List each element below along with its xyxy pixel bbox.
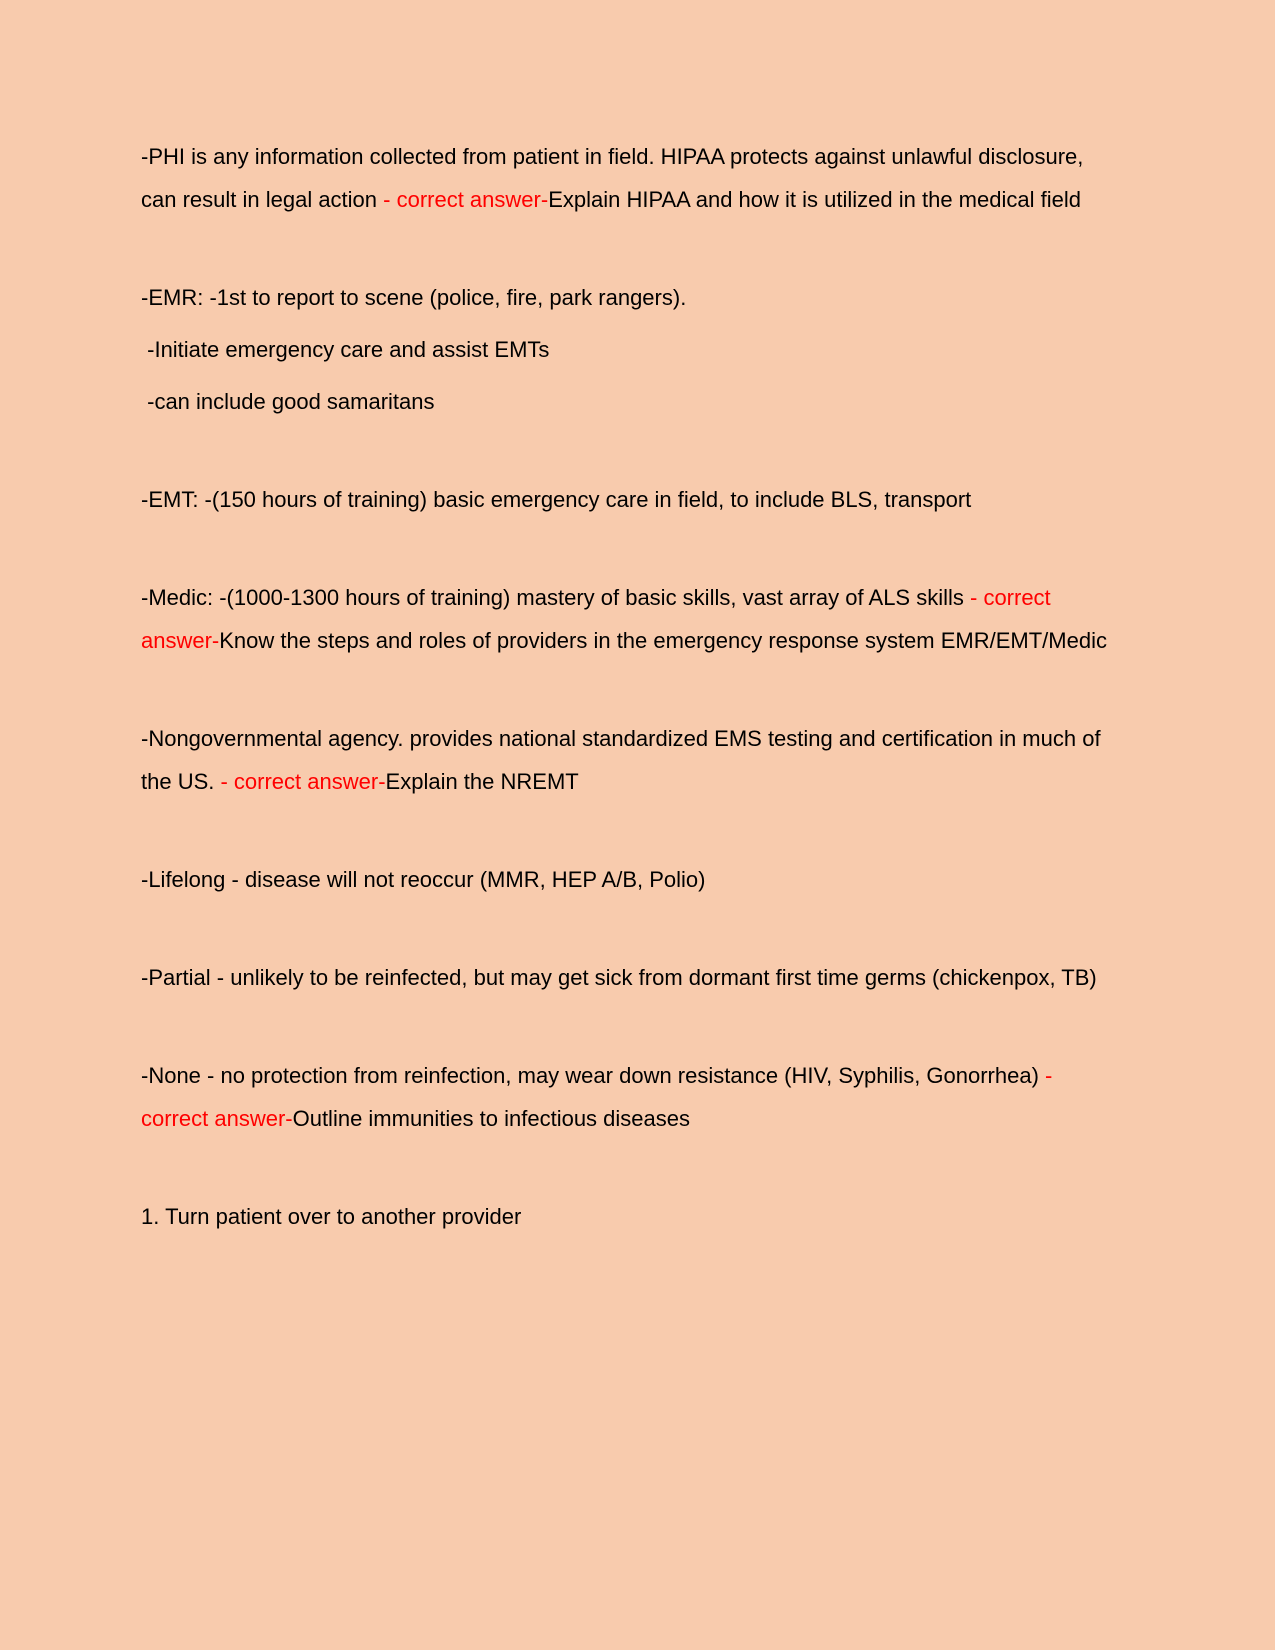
text-segment: -None - no protection from reinfection, may wear down resistance (HIV, Syphilis, Gonorrhea) bbox=[141, 1063, 1046, 1088]
paragraph bbox=[141, 380, 1115, 423]
correct-answer-marker: - correct answer- bbox=[141, 1063, 1059, 1131]
correct-answer-marker: - correct answer- bbox=[141, 585, 1057, 653]
text-segment: Outline immunities to infectious diseases bbox=[292, 1106, 691, 1131]
text-segment: -can include good samaritans bbox=[141, 389, 435, 414]
text-segment: -Lifelong - disease will not reoccur (MMR, HEP A/B, Polio) bbox=[141, 867, 706, 892]
text-segment: -Initiate emergency care and assist EMTs bbox=[141, 337, 550, 362]
correct-answer-marker: - correct answer- bbox=[220, 769, 386, 794]
text-segment: Explain the NREMT bbox=[385, 769, 579, 794]
text-segment: Explain HIPAA and how it is utilized in the medical field bbox=[548, 187, 1081, 212]
paragraph bbox=[141, 717, 1115, 803]
paragraph bbox=[141, 478, 1115, 521]
paragraph bbox=[141, 576, 1115, 662]
text-segment: 1. Turn patient over to another provider bbox=[141, 1204, 522, 1229]
text-segment: -Medic: -(1000-1300 hours of training) mastery of basic skills, vast array of ALS skills bbox=[141, 585, 970, 610]
paragraph bbox=[141, 328, 1115, 371]
correct-answer-marker: - correct answer- bbox=[383, 187, 549, 212]
paragraph bbox=[141, 858, 1115, 901]
text-segment: -Nongovernmental agency. provides national standardized EMS testing and certification in much of the US. bbox=[141, 726, 1107, 794]
text-segment: -EMT: -(150 hours of training) basic emergency care in field, to include BLS, transport bbox=[141, 487, 972, 512]
paragraph bbox=[141, 1195, 1115, 1238]
text-segment: -PHI is any information collected from patient in field. HIPAA protects against unlawful disclosure, can result in legal action bbox=[141, 144, 1090, 212]
text-segment: -Partial - unlikely to be reinfected, but may get sick from dormant first time germs (chickenpox, TB) bbox=[141, 965, 1097, 990]
paragraph bbox=[141, 956, 1115, 999]
document-content bbox=[141, 135, 1115, 1238]
paragraph bbox=[141, 1054, 1115, 1140]
paragraph bbox=[141, 276, 1115, 319]
text-segment: Know the steps and roles of providers in the emergency response system EMR/EMT/Medic bbox=[219, 628, 1107, 653]
text-segment: -EMR: -1st to report to scene (police, fire, park rangers). bbox=[141, 285, 687, 310]
paragraph bbox=[141, 135, 1115, 221]
